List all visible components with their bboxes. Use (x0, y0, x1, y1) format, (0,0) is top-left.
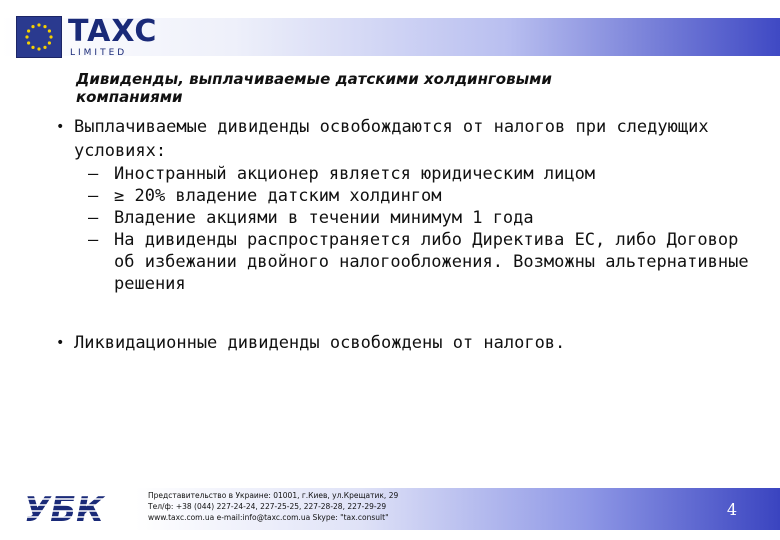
contact-phones: Тел/ф: +38 (044) 227-24-24, 227-25-25, 227-28-28, 227-29-29 (148, 502, 387, 511)
dash-icon: – (88, 230, 99, 250)
contact-info (148, 490, 438, 523)
sub-item (50, 163, 750, 185)
taxc-logo (16, 14, 181, 60)
sub-text: Иностранный акционер является юридическим лицом (114, 164, 596, 184)
dash-icon: – (88, 208, 99, 228)
contact-address: Представительство в Украине: 01001, г.Киев, ул.Крещатик, 29 (148, 491, 399, 500)
bullet-text: Выплачиваемые дивиденды освобождаются от налогов при следующих условиях: (74, 117, 709, 161)
ybk-logo-text: УБК (24, 490, 104, 526)
bullet-item (50, 331, 750, 355)
dash-icon: – (88, 164, 99, 184)
slide-title: Дивиденды, выплачиваемые датскими холдинговыми компаниями (76, 70, 552, 106)
sub-text: ≥ 20% владение датским холдингом (114, 186, 442, 206)
sub-item (50, 229, 750, 295)
sub-item (50, 207, 750, 229)
eu-flag-icon (16, 16, 62, 58)
bullet-dot-icon: • (56, 119, 65, 135)
dash-icon: – (88, 186, 99, 206)
logo-sub-text: LIMITED (70, 47, 128, 58)
sub-text: Владение акциями в течении минимум 1 года (114, 208, 534, 228)
ybk-logo (22, 490, 132, 526)
sub-text: На дивиденды распространяется либо Директива ЕС, либо Договор об избежании двойного налогообложения. Возможны альтернативные решения (114, 230, 749, 294)
contact-web: www.taxc.com.ua e-mail:info@taxc.com.ua Skype: "tax.consult" (148, 513, 389, 522)
bullet-item (50, 115, 750, 163)
bullet-dot-icon: • (56, 335, 65, 351)
page-number: 4 (726, 500, 738, 519)
logo-main-text: TAXC (68, 13, 158, 49)
slide-content (50, 115, 750, 355)
bullet-text: Ликвидационные дивиденды освобождены от налогов. (74, 333, 566, 353)
sub-item (50, 185, 750, 207)
